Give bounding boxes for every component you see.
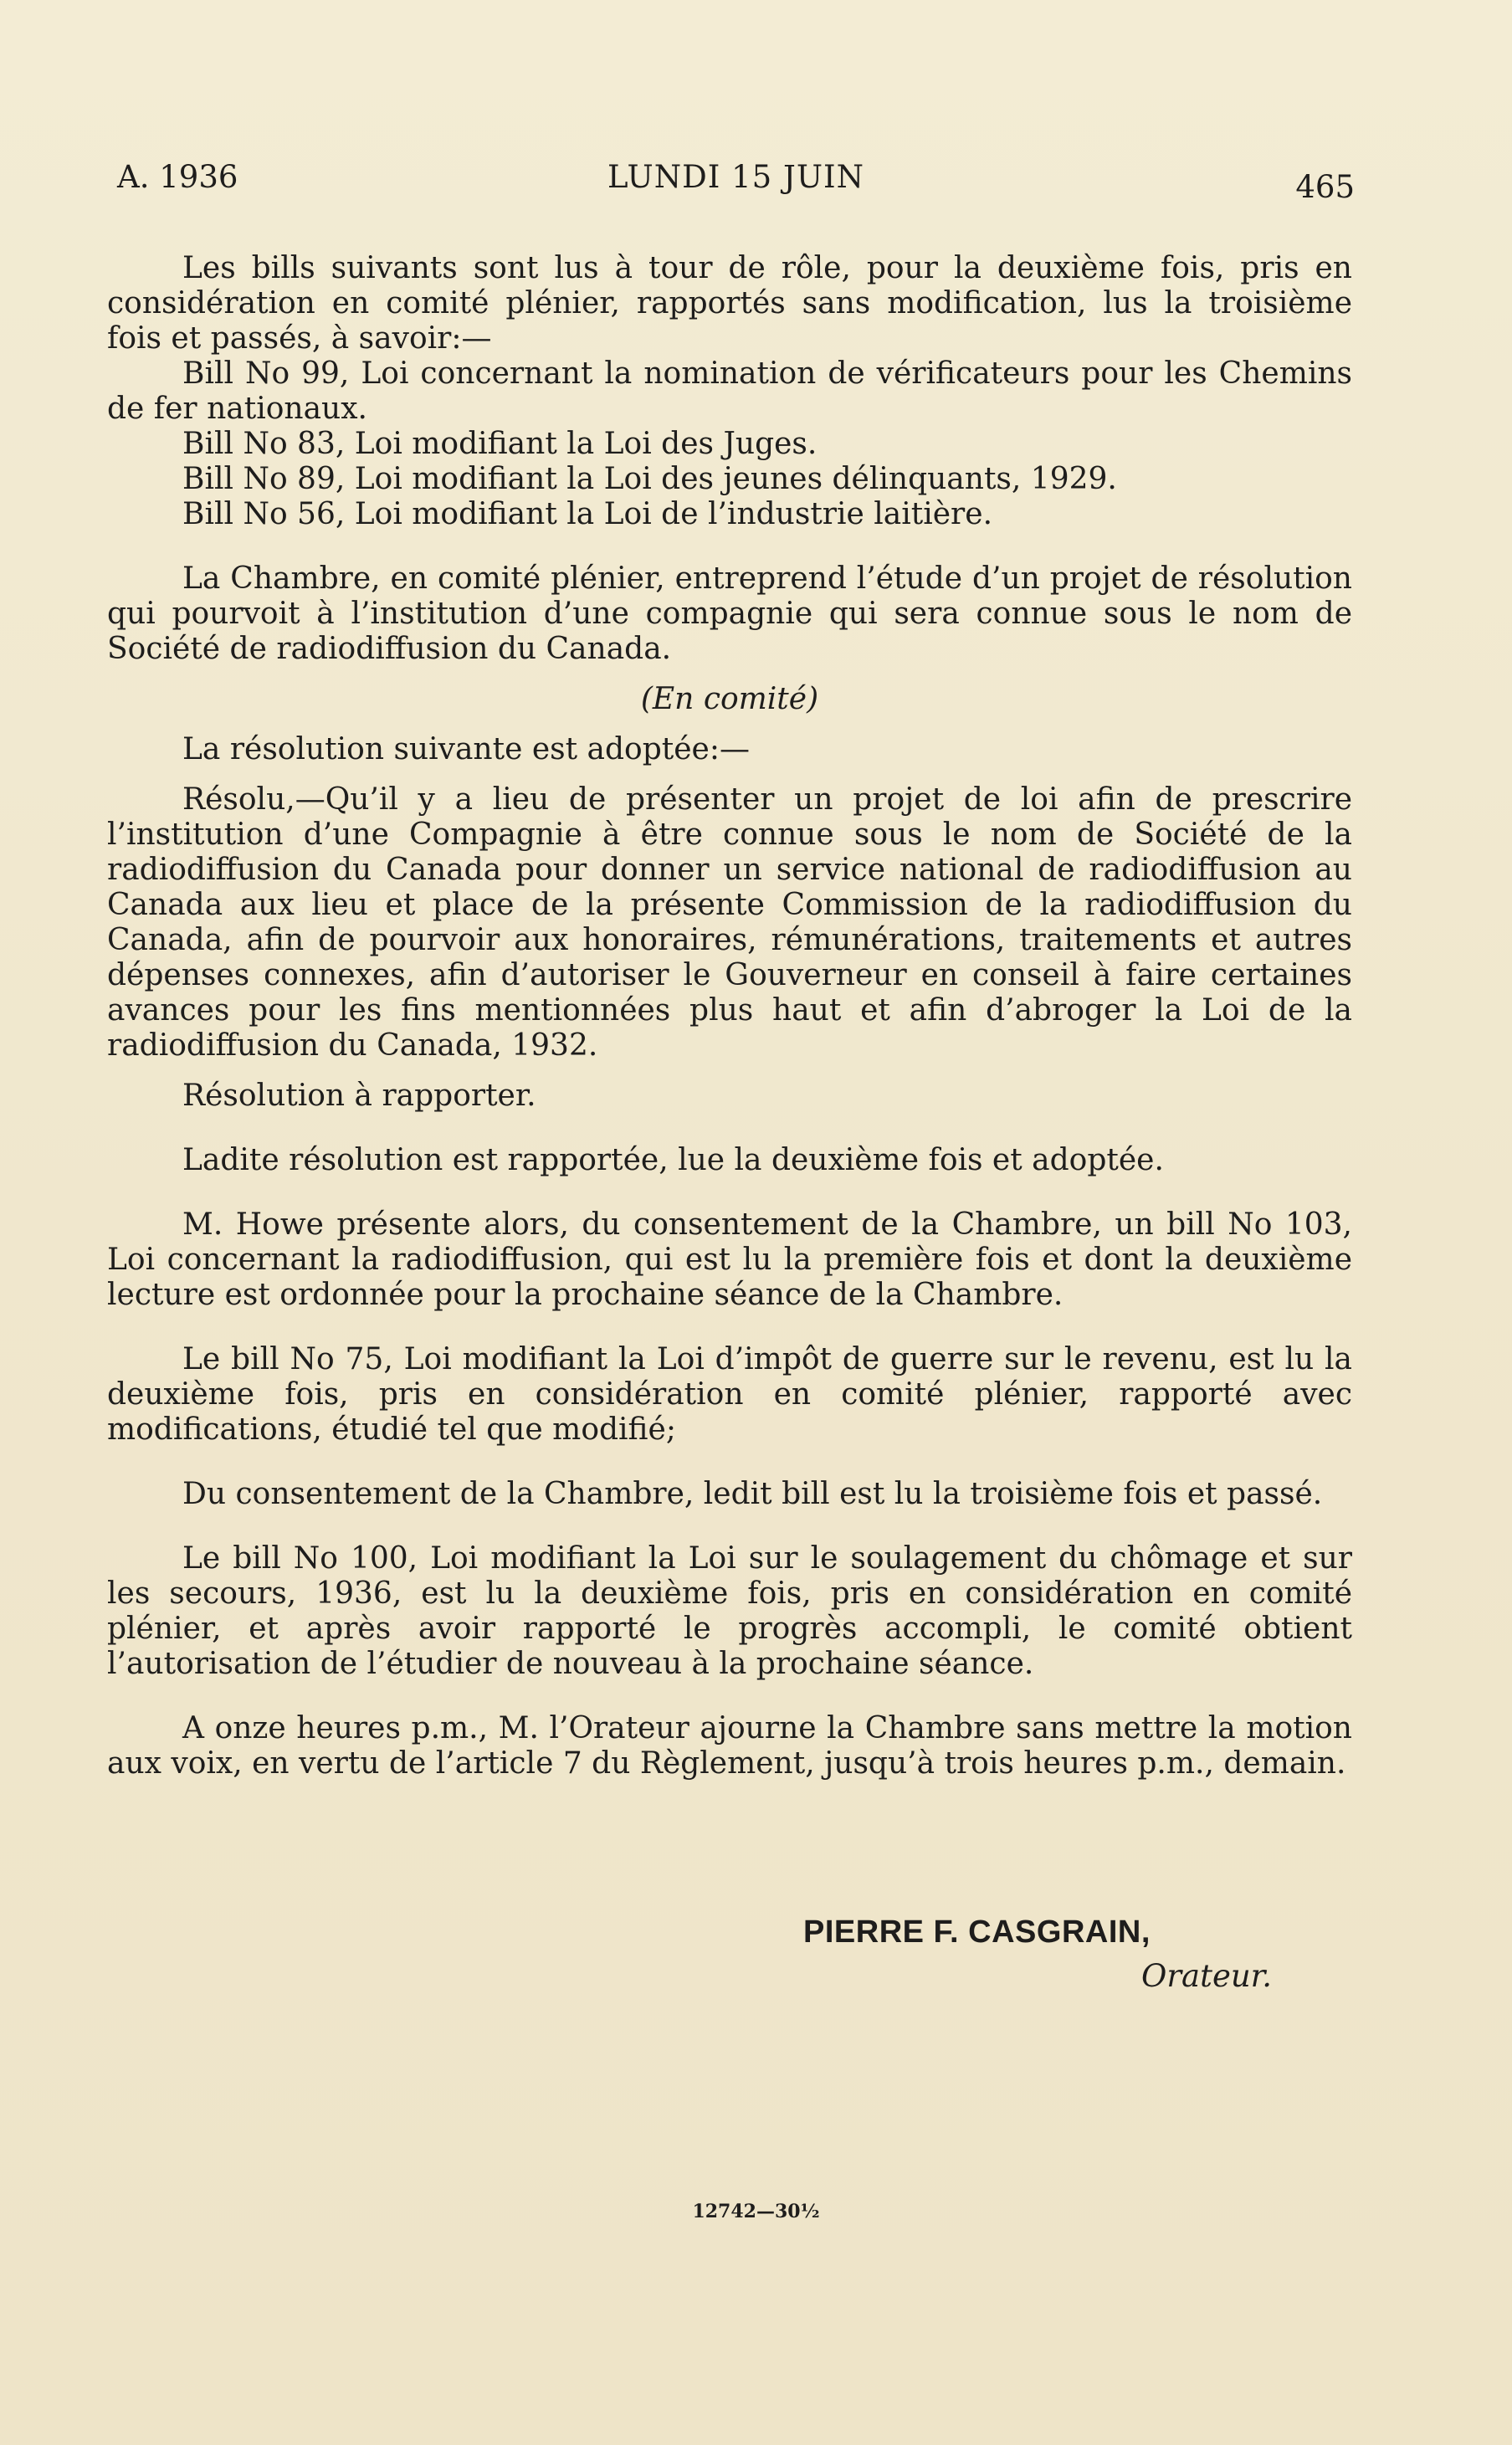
header-year: A. 1936 bbox=[117, 159, 238, 195]
page-number: 465 bbox=[1295, 169, 1355, 205]
paragraph-ladite: Ladite résolution est rapportée, lue la deuxième fois et adoptée. bbox=[182, 1143, 1164, 1177]
page-header bbox=[117, 159, 1355, 205]
header-date: LUNDI 15 JUIN bbox=[607, 159, 864, 195]
paragraph-consentement: Du consentement de la Chambre, ledit bill est lu la troisième fois et passé. bbox=[182, 1477, 1323, 1511]
paragraph-howe: M. Howe présente alors, du consentement de la Chambre, un bill No 103, Loi concernant la radiodiffusion, qui est lu la première fois et dont la deuxième lecture est ordonnée pour la prochaine séance de la Chambre. bbox=[107, 1207, 1352, 1312]
paragraph-resolution-adopted: La résolution suivante est adoptée:— bbox=[182, 732, 750, 766]
paragraph-bill-75: Le bill No 75, Loi modifiant la Loi d’impôt de guerre sur le revenu, est lu la deuxième fois, pris en considération en comité plénier, rapporté avec modifications, étudié tel que modifié; bbox=[107, 1342, 1352, 1447]
bill-83-item: Bill No 83, Loi modifiant la Loi des Juges. bbox=[182, 427, 818, 461]
paragraph-ajourne: A onze heures p.m., M. l’Orateur ajourne la Chambre sans mettre la motion aux voix, en vertu de l’article 7 du Règlement, jusqu’à trois heures p.m., demain. bbox=[107, 1711, 1352, 1781]
bill-89-item: Bill No 89, Loi modifiant la Loi des jeunes délinquants, 1929. bbox=[182, 462, 1117, 496]
page-body bbox=[107, 251, 1352, 1781]
bill-56-item: Bill No 56, Loi modifiant la Loi de l’industrie laitière. bbox=[182, 497, 993, 531]
paragraph-resolution-rapporter: Résolution à rapporter. bbox=[182, 1079, 536, 1113]
bill-99-item: Bill No 99, Loi concernant la nomination de vérificateurs pour les Chemins de fer nationaux. bbox=[107, 356, 1352, 426]
paragraph-bill-100: Le bill No 100, Loi modifiant la Loi sur le soulagement du chômage et sur les secours, 1936, est lu la deuxième fois, pris en considération en comité plénier, et après avoir rapporté le progrès accompli, le comité obtient l’autorisation de l’étudier de nouveau à la prochaine séance. bbox=[107, 1541, 1352, 1681]
paragraph-resolu: Résolu,—Qu’il y a lieu de présenter un projet de loi afin de prescrire l’institution d’une Compagnie à être connue sous le nom de Société de la radiodiffusion du Canada pour donner un service national de radiodiffusion au Canada aux lieu et place de la présente Commission de la radiodiffusion du Canada, afin de pourvoir aux honoraires, rémunérations, traitements et autres dépenses connexes, afin d’autoriser le Gouverneur en conseil à faire certaines avances pour les fins mentionnées plus haut et afin d’abroger la Loi de la radiodiffusion du Canada, 1932. bbox=[107, 782, 1352, 1063]
footer-code: 12742—30½ bbox=[692, 2201, 820, 2222]
signature-name: PIERRE F. CASGRAIN, bbox=[803, 1914, 1151, 1950]
paragraph-bills-intro: Les bills suivants sont lus à tour de rôle, pour la deuxième fois, pris en considération en comité plénier, rapportés sans modification, lus la troisième fois et passés, à savoir:— bbox=[107, 251, 1352, 356]
en-comite-heading: (En comité) bbox=[640, 682, 819, 716]
paragraph-committee: La Chambre, en comité plénier, entreprend l’étude d’un projet de résolution qui pourvoit à l’institution d’une compagnie qui sera connue sous le nom de Société de radiodiffusion du Canada. bbox=[107, 561, 1352, 666]
signature-title: Orateur. bbox=[1141, 1958, 1273, 1994]
